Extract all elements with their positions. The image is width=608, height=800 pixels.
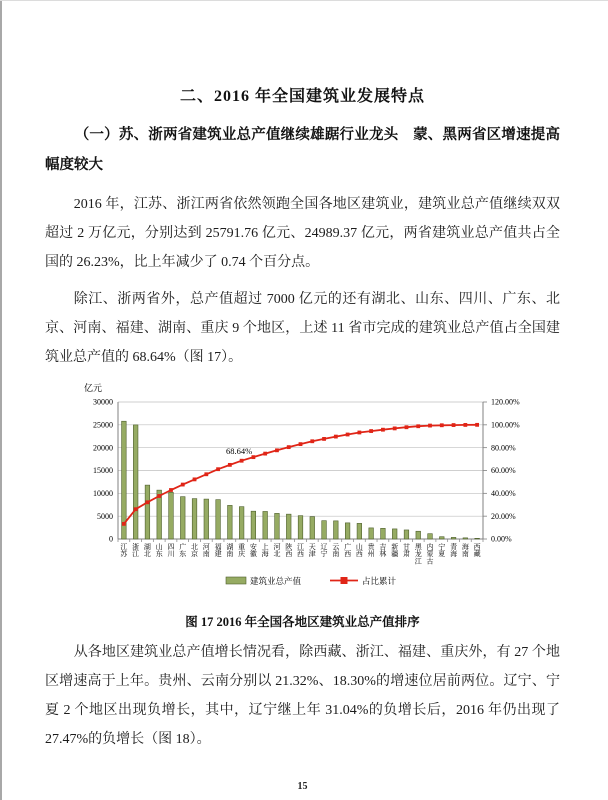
- annotation-68-64: 68.64%: [226, 446, 253, 456]
- svg-text:海南: 海南: [461, 543, 469, 559]
- right-axis-tick: 60.00%: [491, 466, 516, 476]
- paragraph-2: 除江、浙两省外，总产值超过 7000 亿元的还有湖北、山东、四川、广东、北京、河南、福建、湖南、重庆 9 个地区，上述 11 省市完成的建筑业总产值占全国建筑业总产值的 68.64%（图 17）。: [45, 292, 560, 365]
- svg-text:河北: 河北: [273, 543, 281, 559]
- x-axis-labels: [120, 542, 480, 565]
- left-axis-tick: 15000: [93, 466, 113, 476]
- svg-text:湖北: 湖北: [143, 543, 151, 559]
- cumulative-markers: [122, 423, 479, 526]
- left-axis-title: 亿元: [84, 383, 103, 393]
- left-axis-tick: 0: [109, 534, 113, 544]
- svg-text:青海: 青海: [450, 543, 458, 559]
- svg-text:四川: 四川: [167, 543, 175, 559]
- right-axis-tick: 20.00%: [491, 511, 516, 521]
- svg-text:西藏: 西藏: [473, 543, 481, 559]
- svg-text:甘肃: 甘肃: [402, 543, 410, 559]
- svg-text:山西: 山西: [355, 543, 363, 559]
- cumulative-line: [124, 425, 477, 524]
- svg-text:江苏: 江苏: [120, 543, 128, 559]
- svg-text:上海: 上海: [261, 543, 269, 559]
- legend-bar-swatch: [226, 577, 246, 584]
- left-axis-tick: 30000: [93, 397, 113, 407]
- paragraph-1: 2016 年，江苏、浙江两省依然领跑全国各地区建筑业，建筑业总产值继续双双超过 2 万亿元，分别达到 25791.76 亿元、24989.37 亿元，两省建筑业总产值共占全国的 26.23%，比上年减少了 0.74 个百分点。: [45, 197, 560, 270]
- svg-text:天津: 天津: [308, 543, 316, 559]
- svg-text:广西: 广西: [344, 543, 352, 559]
- svg-text:浙江: 浙江: [132, 543, 140, 559]
- chart-svg: [68, 380, 562, 610]
- svg-text:新疆: 新疆: [391, 543, 399, 559]
- svg-text:福建: 福建: [214, 543, 222, 559]
- svg-text:云南: 云南: [332, 543, 340, 559]
- right-axis-tick: 80.00%: [491, 443, 516, 453]
- svg-text:北京: 北京: [191, 543, 199, 559]
- svg-text:河南: 河南: [202, 543, 210, 559]
- legend-bar-label: 建筑业总产值: [250, 576, 302, 586]
- svg-text:重庆: 重庆: [238, 543, 246, 559]
- chart-legend: [226, 576, 397, 586]
- right-axis-tick: 0.00%: [491, 534, 512, 544]
- right-axis-tick: 120.00%: [491, 397, 520, 407]
- svg-text:安徽: 安徽: [249, 543, 257, 559]
- svg-text:广东: 广东: [179, 543, 187, 559]
- section-heading: （一）苏、浙两省建筑业总产值继续雄踞行业龙头 蒙、黑两省区增速提高幅度较大: [45, 127, 560, 173]
- svg-text:江西: 江西: [297, 543, 304, 559]
- legend-line-label: 占比累计: [362, 576, 397, 586]
- pareto-chart: [68, 380, 562, 610]
- figure-17: [45, 380, 560, 630]
- svg-text:宁夏: 宁夏: [438, 543, 446, 559]
- page-title: 二、2016 年全国建筑业发展特点: [179, 88, 425, 105]
- figure-caption: 图 17 2016 年全国各地区建筑业总产值排序: [185, 615, 420, 629]
- paragraph-3: 从各地区建筑业总产值增长情况看，除西藏、浙江、福建、重庆外，有 27 个地区增速高于上年。贵州、云南分别以 21.32%、18.30%的增速位居前两位。辽宁、宁夏 2 个地区出现负增长，其中，辽宁继上年 31.04%的负增长后，2016 年仍出现了 27.47%的负增长（图 18）。: [45, 645, 560, 747]
- bar-series: [122, 421, 480, 539]
- left-axis-tick: 25000: [93, 420, 113, 430]
- svg-text:山东: 山东: [155, 543, 163, 559]
- svg-text:贵州: 贵州: [367, 543, 375, 559]
- svg-text:吉林: 吉林: [379, 543, 387, 559]
- document-page: [45, 0, 560, 800]
- svg-text:黑龙江: 黑龙江: [414, 543, 422, 566]
- page-left-edge: [0, 0, 2, 800]
- right-axis-tick: 100.00%: [491, 420, 520, 430]
- svg-text:湖南: 湖南: [226, 543, 234, 559]
- svg-text:辽宁: 辽宁: [320, 543, 328, 559]
- left-axis-tick: 5000: [97, 511, 113, 521]
- svg-text:陕西: 陕西: [285, 543, 293, 559]
- right-axis-tick: 40.00%: [491, 488, 516, 498]
- left-axis-tick: 10000: [93, 488, 113, 498]
- left-axis-tick: 20000: [93, 443, 113, 453]
- page-number: 15: [297, 781, 308, 792]
- svg-text:内蒙古: 内蒙古: [426, 543, 434, 566]
